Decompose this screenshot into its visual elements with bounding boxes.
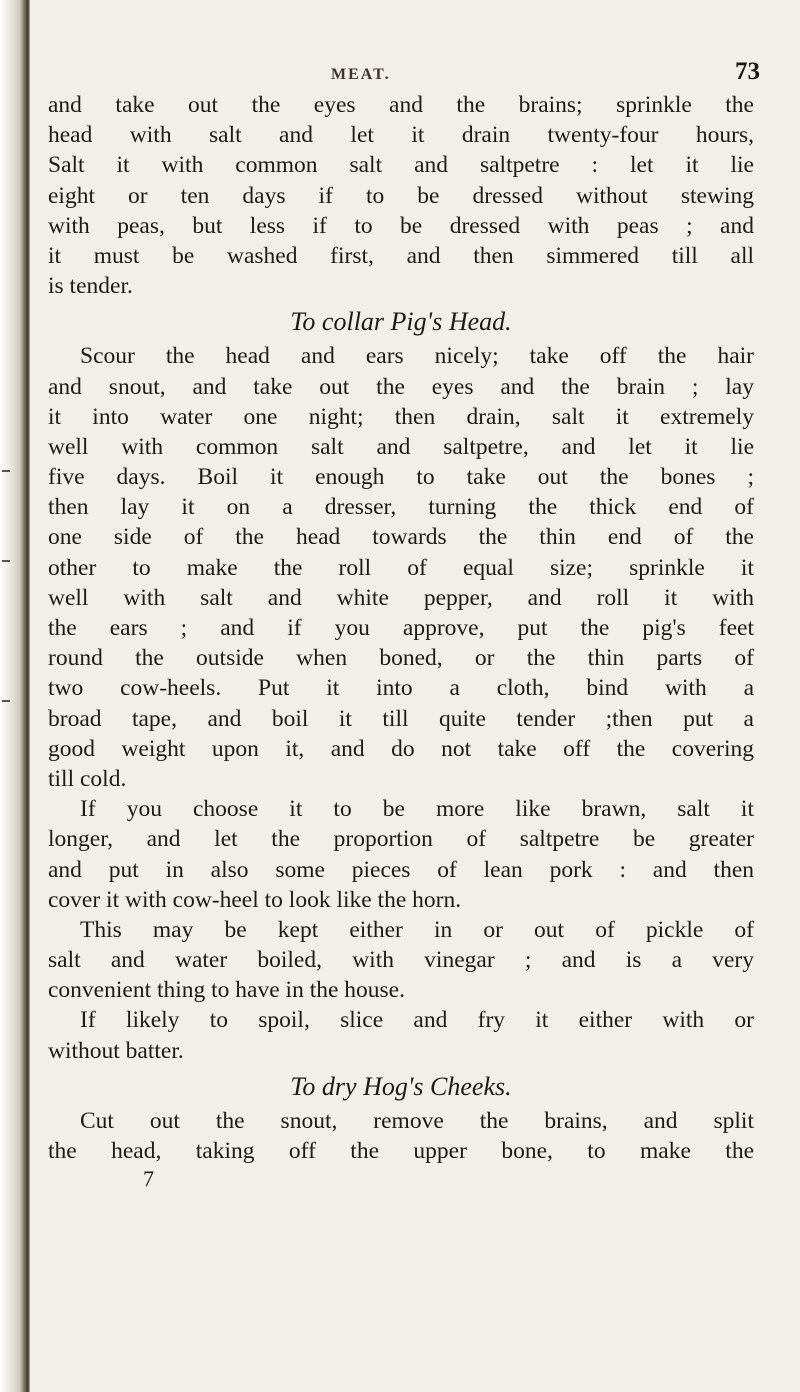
text-line: salt and water boiled, with vinegar ; and is a very [48,947,754,974]
text-line: longer, and let the proportion of saltpetre be greater [48,826,754,853]
text-line: round the outside when boned, or the thin parts of [48,645,754,672]
gutter-mark [2,560,10,562]
text-line: and put in also some pieces of lean pork : and then [48,856,754,883]
book-page [48,50,780,1392]
header-title: MEAT. [331,66,391,83]
text-line: without batter. [48,1037,184,1064]
text-line: convenient thing to have in the house. [48,977,405,1004]
text-line: is tender. [48,273,133,300]
book-gutter [0,0,30,1392]
gutter-mark [2,470,10,472]
text-line: Salt it with common salt and saltpetre : let it lie [48,152,754,179]
text-line: If likely to spoil, slice and fry it either with or [80,1007,754,1034]
text-line: till cold. [48,765,127,792]
gutter-mark [2,700,10,702]
text-line: with peas, but less if to be dressed with peas ; and [48,212,754,239]
text-line: and take out the eyes and the brains; sprinkle the [48,92,754,118]
text-line: other to make the roll of equal size; sprinkle it [48,554,754,581]
text-line: two cow-heels. Put it into a cloth, bind with a [48,675,754,702]
text-line: Cut out the snout, remove the brains, and split [80,1107,754,1134]
text-line: then lay it on a dresser, turning the thick end of [48,494,754,521]
section-heading-hog: To dry Hog's Cheeks. [290,1071,512,1101]
text-line: well with salt and white pepper, and roll it with [48,584,754,611]
text-line: eight or ten days if to be dressed without stewing [48,182,754,209]
intro-paragraph [48,90,780,301]
text-line: cover it with cow-heel to look like the horn. [48,886,462,913]
collar-paragraph-3 [48,915,780,1006]
text-line: it into water one night; then drain, salt it extremely [48,403,754,430]
text-line: well with common salt and saltpetre, and let it lie [48,433,754,460]
text-line: good weight upon it, and do not take off the covering [48,735,754,762]
collar-paragraph-2 [48,794,780,915]
text-line: This may be kept either in or out of pickle of [80,916,754,943]
text-line: If you choose it to be more like brawn, salt it [80,796,754,823]
text-line: it must be washed first, and then simmered till all [48,242,754,269]
text-line: and snout, and take out the eyes and the brain ; lay [48,373,754,400]
text-line: one side of the head towards the thin end of the [48,524,754,551]
text-line: the head, taking off the upper bone, to make the [48,1138,754,1164]
collar-paragraph-1 [48,341,780,794]
collar-paragraph-4 [48,1005,780,1065]
text-line: the ears ; and if you approve, put the pig's feet [48,615,754,641]
text-line: five days. Boil it enough to take out the bones ; [48,464,754,491]
text-line: Scour the head and ears nicely; take off the hair [80,343,754,370]
running-head [48,50,780,90]
text-line: broad tape, and boil it till quite tender ;then put a [48,705,754,732]
page-number: 73 [735,58,760,85]
text-line: head with salt and let it drain twenty-four hours, [48,122,754,149]
section-heading-collar: To collar Pig's Head. [290,307,512,337]
hog-paragraph [48,1106,780,1166]
signature-mark: 7 [143,1166,154,1192]
